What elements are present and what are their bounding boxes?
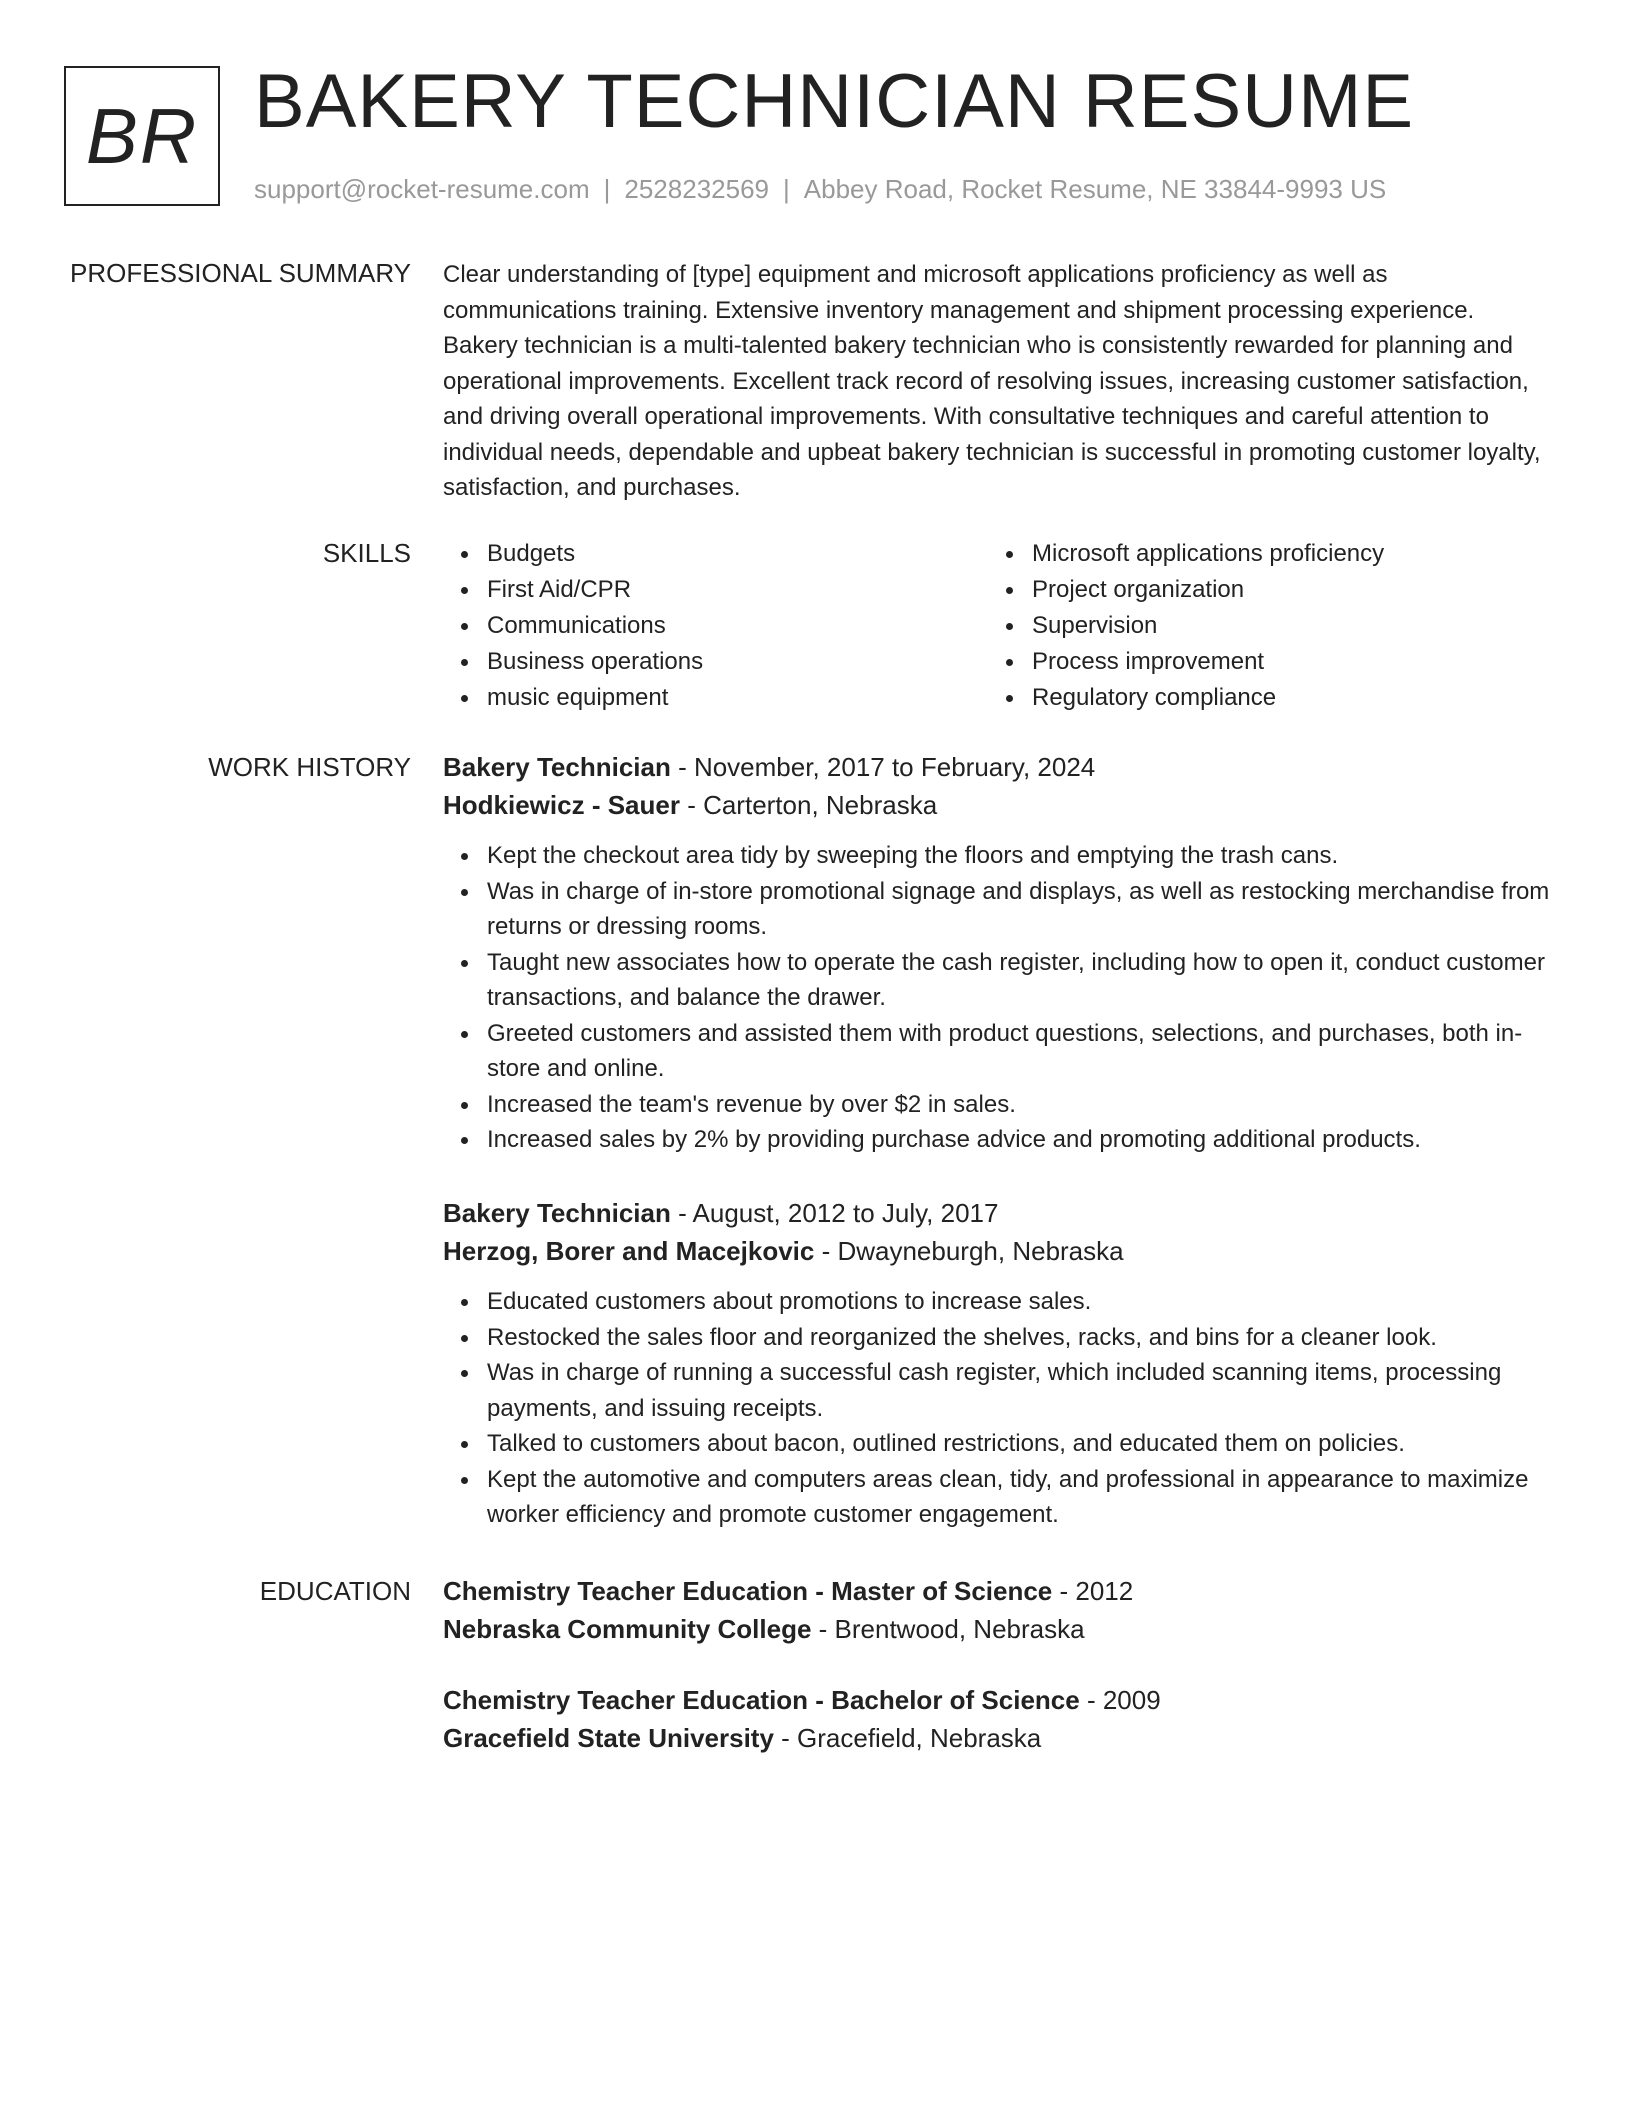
job-duty: Taught new associates how to operate the cash register, including how to open it, conduct customer transactions, and balance the drawer. (487, 945, 1553, 1016)
job-title-line (443, 748, 1553, 786)
skill-item: Project organization (1032, 572, 1533, 608)
education-school: Gracefield State University (443, 1723, 774, 1753)
section-label-work: WORK HISTORY (208, 752, 411, 782)
education-entry (443, 1681, 1553, 1757)
skill-item: Microsoft applications proficiency (1032, 536, 1533, 572)
summary-text: Clear understanding of [type] equipment and microsoft applications proficiency as well as communications training. Extensive inventory management and shipment processing experience. Bakery technician is a multi-talented bakery technician who is consistently rewarded for planning and operational improvements. Excellent track record of resolving issues, increasing customer satisfaction, and driving overall operational improvements. With consultative techniques and careful attention to individual needs, dependable and upbeat bakery technician is successful in promoting customer loyalty, satisfaction, and purchases. (443, 261, 1541, 501)
job-duty: Greeted customers and assisted them with product questions, selections, and purchases, both in-store and online. (487, 1016, 1553, 1087)
education-entry (443, 1572, 1553, 1648)
job-duty: Was in charge of in-store promotional signage and displays, as well as restocking merchandise from returns or dressing rooms. (487, 874, 1553, 945)
job-company: Herzog, Borer and Macejkovic (443, 1236, 815, 1266)
job-duties-list (443, 838, 1553, 1158)
resume-title: BAKERY TECHNICIAN RESUME (254, 59, 1415, 144)
section-label-skills: SKILLS (322, 538, 411, 568)
skill-item: Business operations (487, 644, 988, 680)
job-title-line (443, 1194, 1553, 1232)
education-degree: Chemistry Teacher Education - Master of Science (443, 1576, 1053, 1606)
education-year: - 2012 (1052, 1576, 1134, 1606)
contact-line (254, 172, 1386, 206)
job-entry (443, 748, 1553, 1158)
job-duty: Kept the checkout area tidy by sweeping the floors and emptying the trash cans. (487, 838, 1553, 874)
contact-separator: | (783, 174, 790, 204)
skills-list-left (443, 536, 988, 716)
job-duty: Was in charge of running a successful cash register, which included scanning items, processing payments, and issuing receipts. (487, 1355, 1553, 1426)
job-company-line (443, 1232, 1553, 1270)
contact-phone: 2528232569 (624, 174, 769, 204)
job-duty: Educated customers about promotions to increase sales. (487, 1284, 1553, 1320)
skill-item: Supervision (1032, 608, 1533, 644)
job-duty: Increased the team's revenue by over $2 in sales. (487, 1087, 1553, 1123)
monogram-initials: BR (85, 91, 199, 180)
education-degree: Chemistry Teacher Education - Bachelor of Science (443, 1685, 1080, 1715)
education-degree-line (443, 1572, 1553, 1610)
education-year: - 2009 (1079, 1685, 1161, 1715)
job-dates: - November, 2017 to February, 2024 (670, 752, 1096, 782)
skill-item: Communications (487, 608, 988, 644)
education-school-line (443, 1719, 1553, 1757)
job-duty: Talked to customers about bacon, outlined restrictions, and educated them on policies. (487, 1426, 1553, 1462)
section-label-summary: PROFESSIONAL SUMMARY (70, 258, 411, 288)
skill-item: Process improvement (1032, 644, 1533, 680)
monogram-box (64, 66, 220, 206)
job-duty: Increased sales by 2% by providing purchase advice and promoting additional products. (487, 1122, 1553, 1158)
contact-separator: | (603, 174, 611, 204)
contact-address: Abbey Road, Rocket Resume, NE 33844-9993 US (803, 174, 1387, 204)
skill-item: Budgets (487, 536, 988, 572)
job-duty: Restocked the sales floor and reorganized the shelves, racks, and bins for a cleaner look. (487, 1320, 1553, 1356)
job-entry (443, 1194, 1553, 1533)
summary-body (443, 257, 1553, 506)
education-location: - Brentwood, Nebraska (811, 1614, 1085, 1644)
job-location: - Carterton, Nebraska (679, 790, 938, 820)
skill-item: First Aid/CPR (487, 572, 988, 608)
skills-columns (443, 536, 1553, 716)
education-school: Nebraska Community College (443, 1614, 812, 1644)
education-degree-line (443, 1681, 1553, 1719)
job-title: Bakery Technician (443, 1198, 671, 1228)
job-company-line (443, 786, 1553, 824)
job-title: Bakery Technician (443, 752, 671, 782)
contact-email: support@rocket-resume.com (254, 174, 590, 204)
section-label-education: EDUCATION (259, 1576, 411, 1606)
job-location: - Dwayneburgh, Nebraska (814, 1236, 1124, 1266)
skill-item: music equipment (487, 680, 988, 716)
job-duties-list (443, 1284, 1553, 1533)
skills-list-right (988, 536, 1533, 716)
job-dates: - August, 2012 to July, 2017 (670, 1198, 999, 1228)
job-duty: Kept the automotive and computers areas clean, tidy, and professional in appearance to maximize worker efficiency and promote customer engagement. (487, 1462, 1553, 1533)
education-school-line (443, 1610, 1553, 1648)
skill-item: Regulatory compliance (1032, 680, 1533, 716)
education-location: - Gracefield, Nebraska (773, 1723, 1042, 1753)
job-company: Hodkiewicz - Sauer (443, 790, 680, 820)
skills-body (443, 536, 1553, 716)
